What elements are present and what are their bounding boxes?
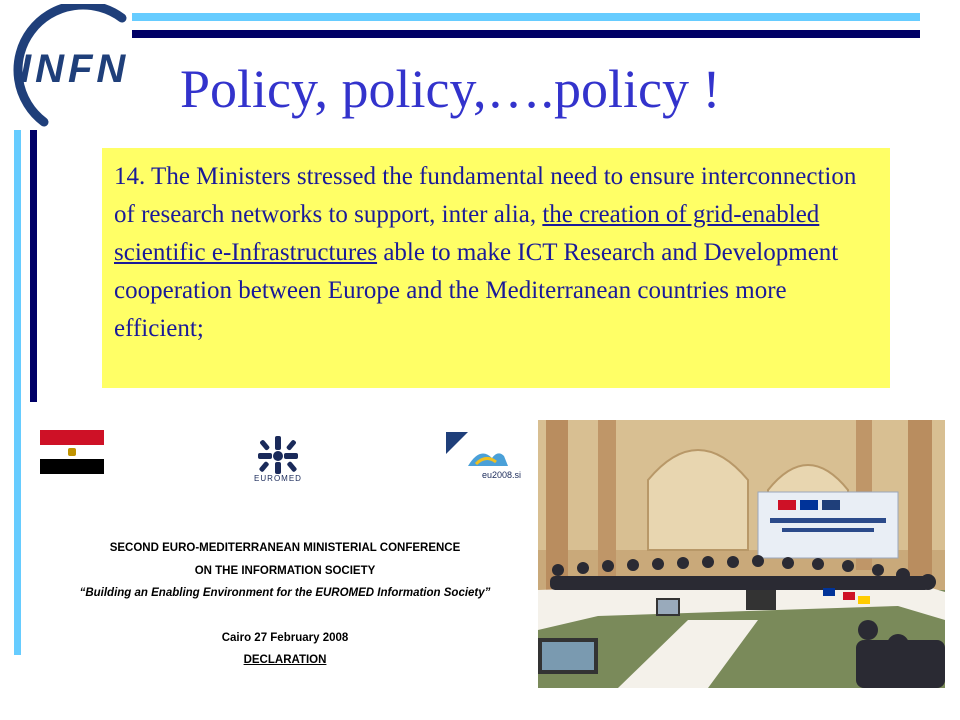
declaration-heading-line-2: ON THE INFORMATION SOCIETY bbox=[194, 565, 376, 577]
infn-logo bbox=[4, 4, 134, 134]
eu2008-label: eu2008.si bbox=[482, 470, 522, 480]
egypt-flag-icon bbox=[40, 430, 104, 474]
infn-logo-text: INFN bbox=[20, 47, 130, 91]
eu2008-presidency-logo-icon bbox=[446, 432, 526, 484]
top-accent-bar-light bbox=[132, 13, 920, 21]
declaration-type: DECLARATION bbox=[243, 654, 327, 666]
declaration-place-date: Cairo 27 February 2008 bbox=[221, 632, 349, 644]
quote-text-start: 14. The Ministers stressed the fundamental need to ensure interconnection of research networks to support, inter alia, bbox=[114, 163, 857, 228]
declaration-heading-line-1: SECOND EURO-MEDITERRANEAN MINISTERIAL CONFERENCE bbox=[109, 542, 461, 554]
left-accent-bar-light bbox=[14, 130, 21, 655]
top-accent-bar-dark bbox=[132, 30, 920, 38]
euromed-logo-label: EUROMED bbox=[254, 474, 302, 483]
quote-text bbox=[114, 158, 878, 348]
slide-title: Policy, policy,….policy ! bbox=[180, 59, 721, 119]
conference-room-photo bbox=[538, 420, 945, 688]
declaration-subtitle: “Building an Enabling Environment for the EUROMED Information Society” bbox=[79, 587, 491, 599]
quote-box bbox=[102, 148, 890, 388]
left-accent-bar-dark bbox=[30, 130, 37, 402]
quote-text-end: able to make ICT Research and Development cooperation between Europe and the Mediterranean countries more efficient; bbox=[114, 239, 839, 342]
quote-underlined-phrase: the creation of grid-enabled scientific e-Infrastructures bbox=[114, 201, 820, 266]
